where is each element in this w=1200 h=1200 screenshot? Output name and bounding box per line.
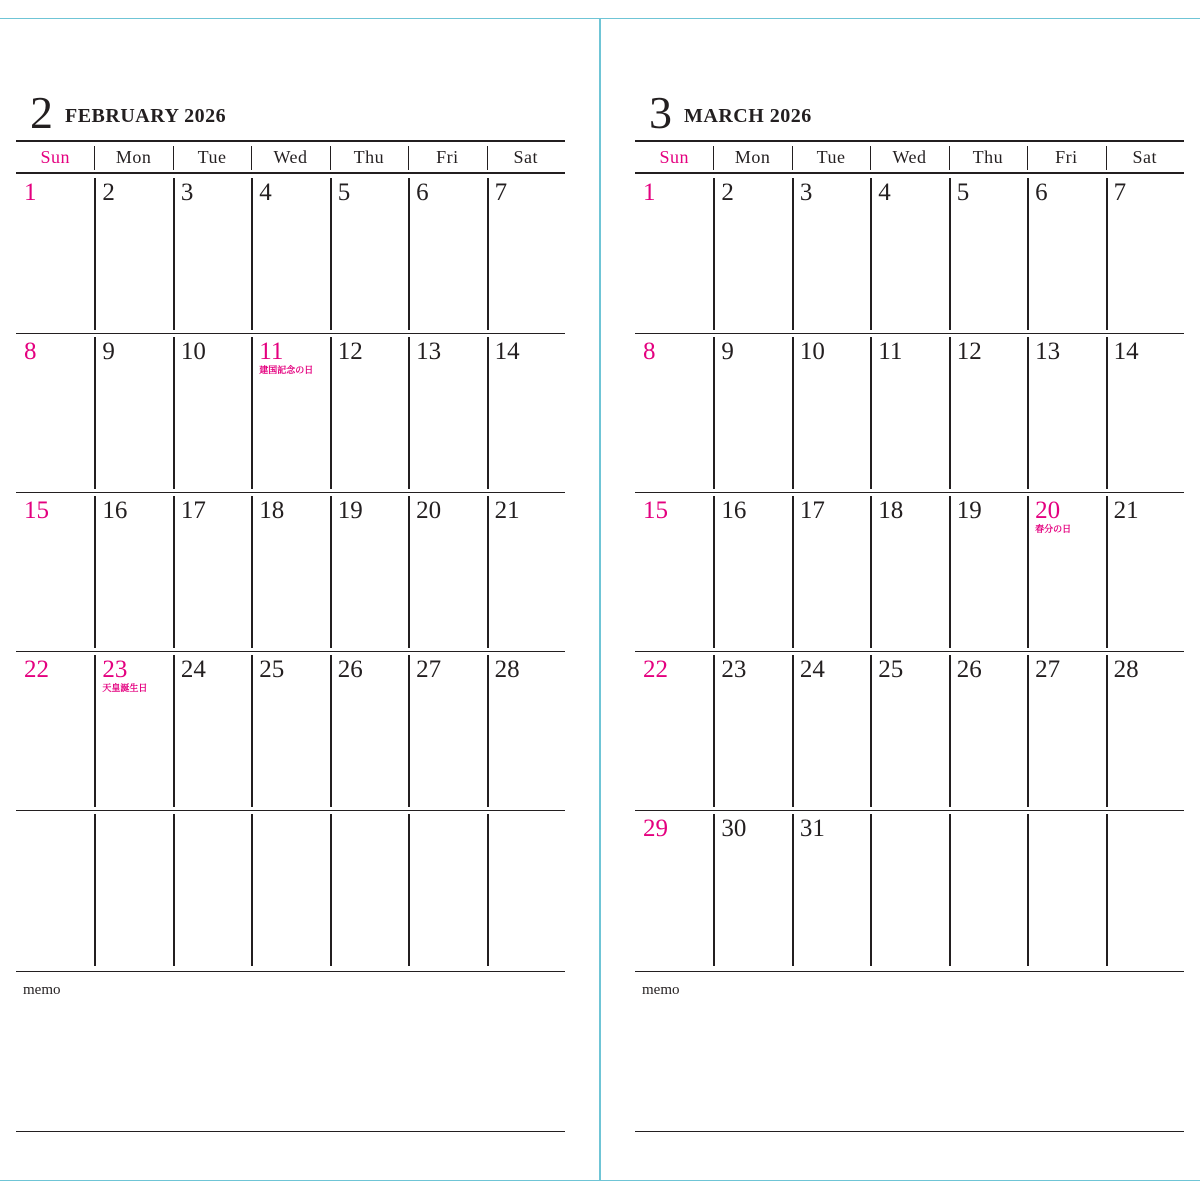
holiday-name: 天皇誕生日 bbox=[102, 684, 148, 694]
day-number: 10 bbox=[799, 338, 825, 365]
empty-day-cell bbox=[870, 810, 948, 969]
month-title: MARCH 2026 bbox=[684, 105, 812, 127]
day-number: 20 bbox=[1035, 497, 1061, 524]
day-number: 14 bbox=[1113, 338, 1139, 365]
week-row bbox=[635, 174, 1184, 333]
day-cell bbox=[792, 492, 870, 651]
day-cell bbox=[330, 651, 408, 810]
day-cell bbox=[713, 333, 791, 492]
weekday-sun: Sun bbox=[659, 147, 689, 167]
month-header bbox=[16, 84, 226, 140]
day-cell bbox=[713, 810, 791, 969]
day-cell bbox=[173, 492, 251, 651]
day-number: 23 bbox=[102, 656, 128, 683]
empty-day-cell bbox=[949, 810, 1027, 969]
empty-day-cell bbox=[251, 810, 329, 969]
day-cell bbox=[870, 492, 948, 651]
day-number: 8 bbox=[643, 338, 656, 365]
day-number: 16 bbox=[102, 497, 128, 524]
memo-top-rule bbox=[635, 971, 1184, 972]
day-number: 5 bbox=[337, 179, 351, 206]
day-cell bbox=[16, 492, 94, 651]
weekday-sun: Sun bbox=[40, 147, 70, 167]
weekday-wed: Wed bbox=[251, 142, 329, 173]
memo-label: memo bbox=[642, 982, 680, 998]
empty-day-cell bbox=[487, 810, 565, 969]
day-number: 26 bbox=[337, 656, 363, 683]
day-number: 27 bbox=[1035, 656, 1061, 683]
day-number: 3 bbox=[180, 179, 194, 206]
day-cell bbox=[1106, 333, 1184, 492]
memo-bottom-rule bbox=[16, 1131, 565, 1132]
day-cell bbox=[408, 174, 486, 333]
day-number: 30 bbox=[721, 815, 747, 842]
day-cell bbox=[487, 651, 565, 810]
day-cell bbox=[16, 174, 94, 333]
day-cell bbox=[1027, 651, 1105, 810]
day-cell bbox=[330, 492, 408, 651]
day-number: 14 bbox=[494, 338, 520, 365]
day-cell bbox=[16, 333, 94, 492]
month-header bbox=[635, 84, 812, 140]
day-cell bbox=[949, 333, 1027, 492]
day-cell bbox=[792, 651, 870, 810]
day-number: 18 bbox=[878, 497, 904, 524]
day-cell bbox=[713, 174, 791, 333]
week-row bbox=[16, 651, 565, 810]
day-number: 31 bbox=[799, 815, 825, 842]
day-cell bbox=[949, 492, 1027, 651]
day-number: 1 bbox=[24, 179, 37, 206]
day-number: 6 bbox=[416, 179, 429, 206]
day-number: 13 bbox=[416, 338, 442, 365]
day-number: 22 bbox=[24, 656, 49, 683]
day-number: 28 bbox=[494, 656, 520, 683]
day-number: 22 bbox=[643, 656, 668, 683]
day-number: 7 bbox=[494, 179, 508, 206]
day-number: 21 bbox=[1113, 497, 1139, 524]
weekday-mon: Mon bbox=[713, 142, 791, 173]
weekday-wed: Wed bbox=[870, 142, 948, 173]
day-cell bbox=[251, 333, 329, 492]
day-cell bbox=[792, 810, 870, 969]
day-number: 15 bbox=[24, 497, 49, 524]
day-cell bbox=[1027, 333, 1105, 492]
day-cell bbox=[487, 174, 565, 333]
day-cell bbox=[792, 174, 870, 333]
day-cell bbox=[173, 333, 251, 492]
weekday-mon: Mon bbox=[94, 142, 172, 173]
day-number: 5 bbox=[956, 179, 970, 206]
empty-day-cell bbox=[1027, 810, 1105, 969]
memo-top-rule bbox=[16, 971, 565, 972]
day-cell bbox=[635, 810, 713, 969]
week-row bbox=[635, 492, 1184, 651]
day-cell bbox=[330, 333, 408, 492]
day-number: 9 bbox=[102, 338, 115, 365]
day-number: 16 bbox=[721, 497, 747, 524]
week-row bbox=[635, 333, 1184, 492]
weekday-tue: Tue bbox=[792, 142, 870, 173]
day-cell bbox=[635, 492, 713, 651]
day-number: 20 bbox=[416, 497, 442, 524]
empty-day-cell bbox=[94, 810, 172, 969]
week-row bbox=[16, 174, 565, 333]
day-number: 12 bbox=[337, 338, 363, 365]
day-number: 11 bbox=[259, 338, 284, 365]
weekday-tue: Tue bbox=[173, 142, 251, 173]
week-grid bbox=[16, 174, 565, 969]
holiday-name: 建国記念の日 bbox=[259, 366, 314, 376]
memo-label: memo bbox=[23, 982, 61, 998]
empty-day-cell bbox=[408, 810, 486, 969]
weekday-header-row bbox=[16, 142, 565, 173]
day-number: 4 bbox=[878, 179, 891, 206]
day-number: 23 bbox=[721, 656, 747, 683]
day-cell bbox=[330, 174, 408, 333]
day-number: 28 bbox=[1113, 656, 1139, 683]
weekday-fri: Fri bbox=[408, 142, 486, 173]
day-number: 17 bbox=[180, 497, 206, 524]
day-number: 7 bbox=[1113, 179, 1127, 206]
day-cell bbox=[792, 333, 870, 492]
week-grid bbox=[635, 174, 1184, 969]
day-number: 18 bbox=[259, 497, 285, 524]
day-cell bbox=[251, 651, 329, 810]
week-row bbox=[16, 810, 565, 969]
empty-day-cell bbox=[173, 810, 251, 969]
holiday-name: 春分の日 bbox=[1035, 525, 1072, 535]
calendar-page-march bbox=[635, 0, 1184, 1200]
day-cell bbox=[870, 174, 948, 333]
weekday-header-row bbox=[635, 142, 1184, 173]
day-cell bbox=[635, 333, 713, 492]
weekday-thu: Thu bbox=[949, 142, 1027, 173]
week-row bbox=[16, 492, 565, 651]
day-cell bbox=[635, 174, 713, 333]
month-number: 2 bbox=[30, 87, 53, 138]
day-number: 11 bbox=[878, 338, 903, 365]
week-row bbox=[16, 333, 565, 492]
day-number: 26 bbox=[956, 656, 982, 683]
day-number: 27 bbox=[416, 656, 442, 683]
day-cell bbox=[1106, 174, 1184, 333]
empty-day-cell bbox=[16, 810, 94, 969]
day-number: 21 bbox=[494, 497, 520, 524]
day-cell bbox=[94, 333, 172, 492]
day-number: 19 bbox=[956, 497, 982, 524]
day-number: 2 bbox=[721, 179, 734, 206]
day-cell bbox=[173, 651, 251, 810]
day-number: 9 bbox=[721, 338, 734, 365]
week-row bbox=[635, 810, 1184, 969]
day-cell bbox=[870, 333, 948, 492]
memo-bottom-rule bbox=[635, 1131, 1184, 1132]
day-number: 10 bbox=[180, 338, 206, 365]
day-number: 19 bbox=[337, 497, 363, 524]
day-cell bbox=[408, 333, 486, 492]
day-cell bbox=[487, 492, 565, 651]
day-number: 25 bbox=[878, 656, 904, 683]
day-cell bbox=[94, 492, 172, 651]
day-number: 13 bbox=[1035, 338, 1061, 365]
day-cell bbox=[173, 174, 251, 333]
day-cell bbox=[713, 492, 791, 651]
day-number: 3 bbox=[799, 179, 813, 206]
day-cell bbox=[1027, 492, 1105, 651]
month-title: FEBRUARY 2026 bbox=[65, 105, 227, 127]
day-number: 24 bbox=[180, 656, 206, 683]
day-cell bbox=[16, 651, 94, 810]
day-number: 2 bbox=[102, 179, 115, 206]
day-cell bbox=[408, 651, 486, 810]
day-number: 25 bbox=[259, 656, 285, 683]
day-number: 17 bbox=[799, 497, 825, 524]
week-row bbox=[635, 651, 1184, 810]
day-cell bbox=[635, 651, 713, 810]
day-number: 12 bbox=[956, 338, 982, 365]
day-cell bbox=[251, 174, 329, 333]
day-cell bbox=[1027, 174, 1105, 333]
day-number: 6 bbox=[1035, 179, 1048, 206]
day-cell bbox=[94, 651, 172, 810]
day-cell bbox=[1106, 492, 1184, 651]
empty-day-cell bbox=[330, 810, 408, 969]
day-cell bbox=[713, 651, 791, 810]
day-cell bbox=[949, 651, 1027, 810]
day-number: 1 bbox=[643, 179, 656, 206]
spine-guide bbox=[599, 18, 601, 1180]
day-number: 4 bbox=[259, 179, 272, 206]
weekday-sat: Sat bbox=[1106, 142, 1184, 173]
month-number: 3 bbox=[649, 87, 672, 138]
day-cell bbox=[94, 174, 172, 333]
calendar-page-february bbox=[16, 0, 565, 1200]
day-cell bbox=[487, 333, 565, 492]
weekday-sat: Sat bbox=[487, 142, 565, 173]
day-cell bbox=[1106, 651, 1184, 810]
weekday-fri: Fri bbox=[1027, 142, 1105, 173]
day-cell bbox=[949, 174, 1027, 333]
day-number: 24 bbox=[799, 656, 825, 683]
day-cell bbox=[408, 492, 486, 651]
day-cell bbox=[251, 492, 329, 651]
day-number: 8 bbox=[24, 338, 37, 365]
empty-day-cell bbox=[1106, 810, 1184, 969]
day-number: 29 bbox=[643, 815, 668, 842]
day-number: 15 bbox=[643, 497, 668, 524]
day-cell bbox=[870, 651, 948, 810]
weekday-thu: Thu bbox=[330, 142, 408, 173]
